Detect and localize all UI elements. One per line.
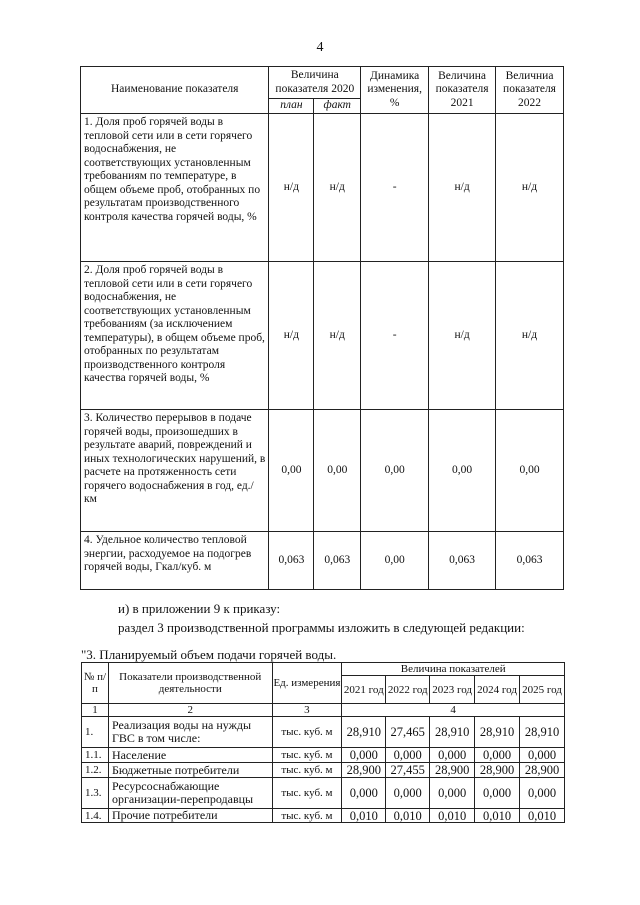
row-unit: тыс. куб. м <box>272 778 342 809</box>
row-value: 0,000 <box>386 778 430 809</box>
row-2021: н/д <box>429 262 496 410</box>
row-value: 0,000 <box>342 748 386 763</box>
index-cell: 4 <box>342 704 565 717</box>
table-row <box>82 748 565 763</box>
row-num: 1.1. <box>82 748 109 763</box>
header-name: Наименование показателя <box>81 67 269 114</box>
header-dynamics: Динамика изменения, % <box>361 67 429 114</box>
table-row <box>82 778 565 809</box>
row-num: 1.3. <box>82 778 109 809</box>
header-year: 2022 год <box>386 676 430 704</box>
row-value: 28,910 <box>430 717 475 748</box>
row-value: 0,010 <box>520 809 565 823</box>
row-value: 0,000 <box>520 748 565 763</box>
row-value: 28,910 <box>475 717 520 748</box>
header-year: 2021 год <box>342 676 386 704</box>
row-unit: тыс. куб. м <box>272 717 342 748</box>
row-num: 1. <box>82 717 109 748</box>
row-2022: н/д <box>496 262 564 410</box>
row-dynamics: - <box>361 262 429 410</box>
row-plan: 0,00 <box>269 410 314 532</box>
table-row <box>81 410 564 532</box>
header-year: 2024 год <box>475 676 520 704</box>
row-value: 0,000 <box>475 748 520 763</box>
row-value: 28,910 <box>520 717 565 748</box>
header-values: Величина показателей <box>342 663 565 676</box>
row-2021: 0,00 <box>429 410 496 532</box>
page-number: 4 <box>316 40 324 55</box>
index-cell: 3 <box>272 704 342 717</box>
header-unit: Ед. измерения <box>272 663 342 704</box>
row-unit: тыс. куб. м <box>272 809 342 823</box>
row-dynamics: - <box>361 114 429 262</box>
header-value-2021: Величина показателя 2021 <box>429 67 496 114</box>
row-dynamics: 0,00 <box>361 532 429 590</box>
row-value: 28,900 <box>342 763 386 778</box>
row-value: 0,000 <box>430 778 475 809</box>
row-2022: 0,00 <box>496 410 564 532</box>
row-value: 28,900 <box>520 763 565 778</box>
row-unit: тыс. куб. м <box>272 763 342 778</box>
row-name: Прочие потребители <box>108 809 272 823</box>
table-row <box>81 114 564 262</box>
row-value: 0,010 <box>475 809 520 823</box>
row-value: 0,010 <box>386 809 430 823</box>
row-name: 1. Доля проб горячей воды в тепловой сети или в сети горячего водоснабжения, не соответствующих установленным требованиям по температуре, в общем объеме проб, отобранных по результатам производственного контроля качества горячей воды, % <box>81 114 269 262</box>
row-name: Бюджетные потребители <box>108 763 272 778</box>
row-value: 0,010 <box>430 809 475 823</box>
table-row <box>82 763 565 778</box>
header-plan: план <box>269 99 314 114</box>
row-dynamics: 0,00 <box>361 410 429 532</box>
row-plan: н/д <box>269 114 314 262</box>
row-fact: н/д <box>314 262 361 410</box>
row-num: 1.2. <box>82 763 109 778</box>
row-value: 0,010 <box>342 809 386 823</box>
row-name: Население <box>108 748 272 763</box>
table-row <box>81 532 564 590</box>
indicators-table <box>80 66 564 590</box>
section-title: "3. Планируемый объем подачи горячей воды. <box>81 647 337 662</box>
row-name: Ресурсоснабжающие организации-перепродавцы <box>108 778 272 809</box>
index-cell: 1 <box>82 704 109 717</box>
row-value: 0,000 <box>342 778 386 809</box>
table-row <box>82 717 565 748</box>
row-value: 28,900 <box>475 763 520 778</box>
row-value: 27,455 <box>386 763 430 778</box>
row-name: 3. Количество перерывов в подаче горячей воды, произошедших в результате аварий, повреждений и иных технологических нарушений, в расчете на протяженность сети горячего водоснабжения в год, ед./км <box>81 410 269 532</box>
row-value: 0,000 <box>430 748 475 763</box>
planned-volume-table <box>81 662 565 823</box>
row-value: 28,900 <box>430 763 475 778</box>
header-indicator: Показатели производственной деятельности <box>108 663 272 704</box>
row-num: 1.4. <box>82 809 109 823</box>
row-value: 0,000 <box>386 748 430 763</box>
row-fact: н/д <box>314 114 361 262</box>
row-value: 0,000 <box>520 778 565 809</box>
header-value-2020: Величина показателя 2020 <box>269 67 361 99</box>
row-2021: н/д <box>429 114 496 262</box>
row-fact: 0,063 <box>314 532 361 590</box>
row-2021: 0,063 <box>429 532 496 590</box>
header-year: 2023 год <box>430 676 475 704</box>
row-name: 4. Удельное количество тепловой энергии, расходуемое на подогрев горячей воды, Гкал/куб. м <box>81 532 269 590</box>
amendment-line: и) в приложении 9 к приказу: <box>118 601 281 616</box>
row-name: Реализация воды на нужды ГВС в том числе: <box>108 717 272 748</box>
row-unit: тыс. куб. м <box>272 748 342 763</box>
row-2022: н/д <box>496 114 564 262</box>
row-value: 28,910 <box>342 717 386 748</box>
table-row <box>82 809 565 823</box>
header-fact: факт <box>314 99 361 114</box>
row-fact: 0,00 <box>314 410 361 532</box>
amendment-line: раздел 3 производственной программы изложить в следующей редакции: <box>118 620 525 635</box>
header-year: 2025 год <box>520 676 565 704</box>
row-2022: 0,063 <box>496 532 564 590</box>
header-num: № п/п <box>82 663 109 704</box>
row-value: 0,000 <box>475 778 520 809</box>
row-name: 2. Доля проб горячей воды в тепловой сети или в сети горячего водоснабжения, не соответствующих установленным требованиям (за исключением температуры), в общем объеме проб, отобранных по результатам производственного контроля качества горячей воды, % <box>81 262 269 410</box>
row-plan: н/д <box>269 262 314 410</box>
row-value: 27,465 <box>386 717 430 748</box>
index-cell: 2 <box>108 704 272 717</box>
row-plan: 0,063 <box>269 532 314 590</box>
table-row <box>81 262 564 410</box>
header-value-2022: Величниа показателя 2022 <box>496 67 564 114</box>
